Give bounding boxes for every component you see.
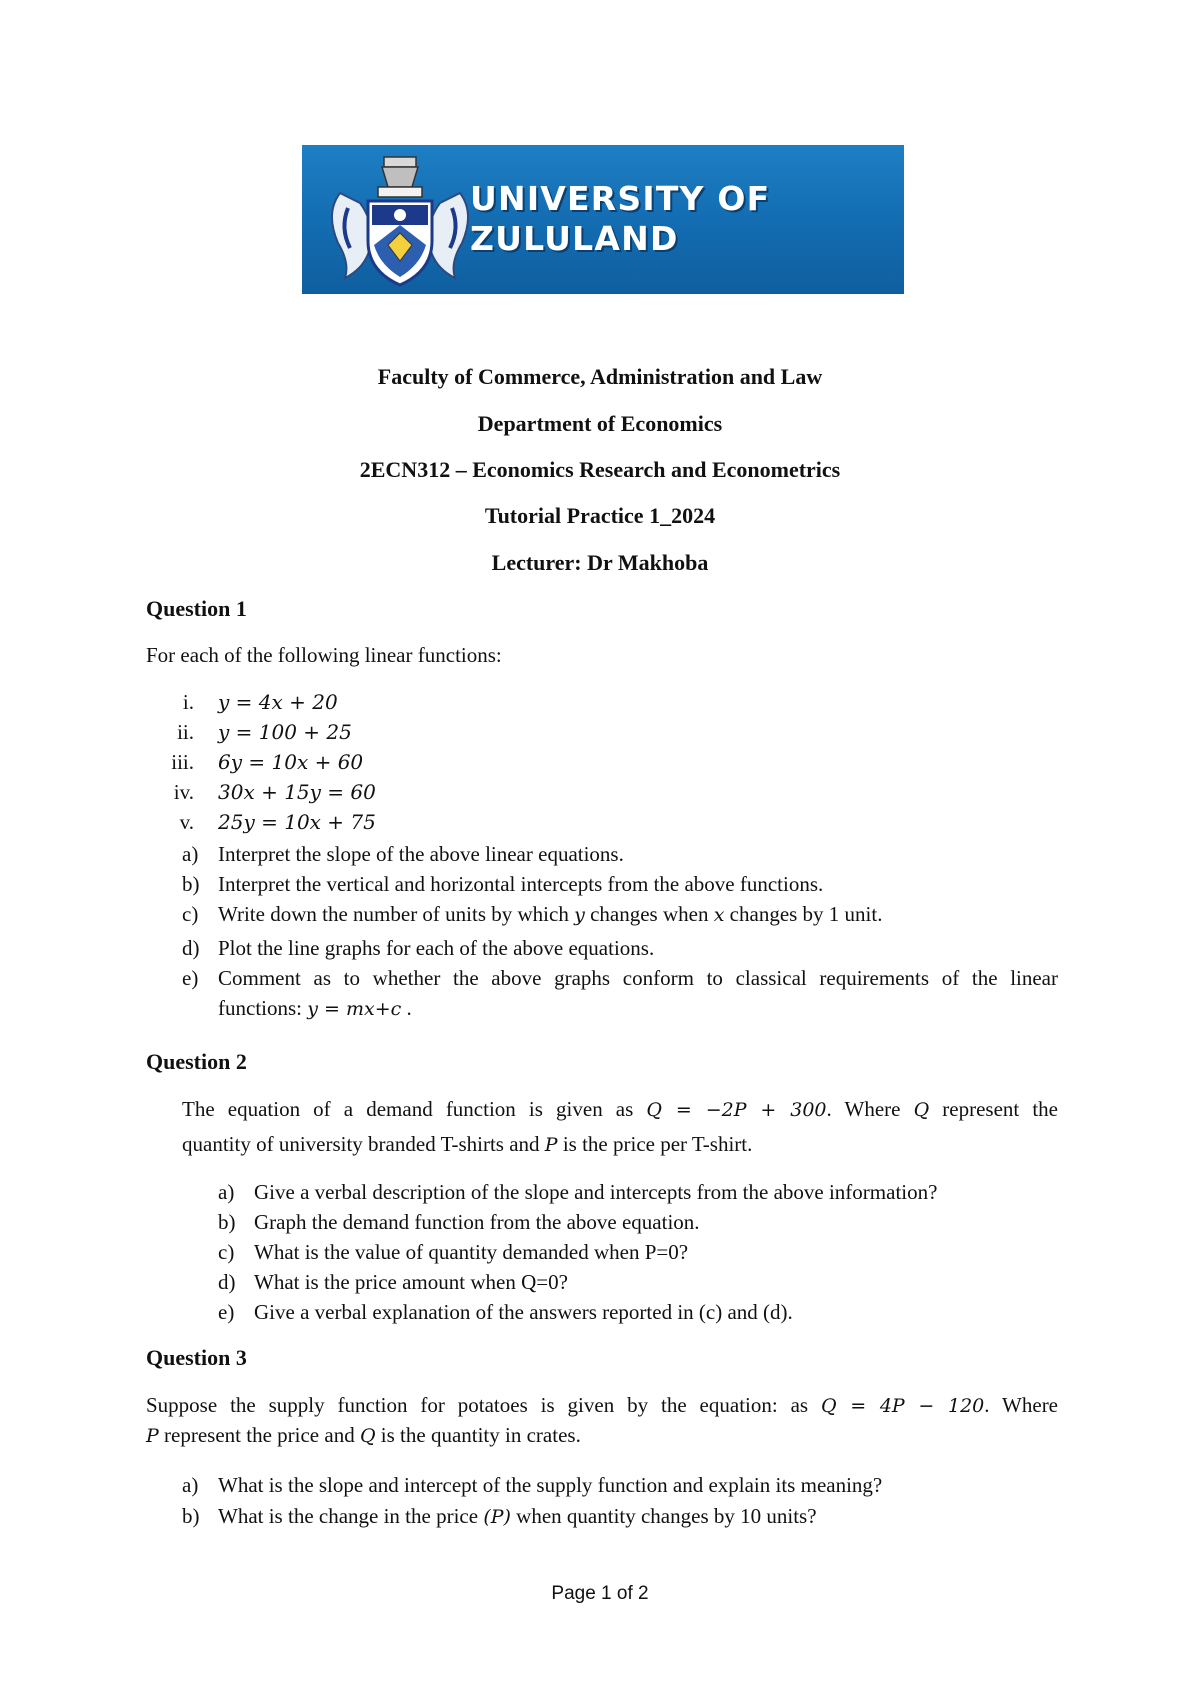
item-text: Give a verbal explanation of the answers reported in (c) and (d). bbox=[254, 1300, 793, 1324]
equation-text: 6y = 10x + 60 bbox=[218, 750, 364, 774]
university-logo-banner bbox=[302, 145, 904, 294]
math-var: (P) bbox=[483, 1506, 511, 1528]
text-run: represent the bbox=[929, 1097, 1058, 1121]
math-expression: Q = 4P − 120 bbox=[820, 1395, 985, 1417]
equation-number: iv. bbox=[173, 780, 194, 804]
item-label: c) bbox=[182, 902, 199, 926]
question-2-paragraph-line-2 bbox=[182, 1132, 752, 1157]
math-var: P bbox=[544, 1134, 558, 1156]
item-text: Interpret the slope of the above linear equations. bbox=[218, 842, 624, 866]
equation bbox=[218, 750, 363, 774]
text-run: quantity of university branded T-shirts and bbox=[182, 1132, 545, 1156]
math-expression: Q = −2P + 300 bbox=[646, 1099, 827, 1121]
item-text: What is the price amount when Q=0? bbox=[254, 1270, 568, 1294]
faculty-heading: Faculty of Commerce, Administration and Law bbox=[377, 364, 823, 389]
text-run: What is the change in the price bbox=[218, 1504, 484, 1528]
university-crest-icon bbox=[320, 153, 480, 289]
equation bbox=[218, 720, 352, 744]
question-1-title: Question 1 bbox=[146, 596, 247, 621]
tutorial-heading: Tutorial Practice 1_2024 bbox=[484, 503, 716, 528]
equation-number: i. bbox=[182, 690, 194, 714]
item-text bbox=[218, 1504, 817, 1529]
text-run: when quantity changes by 10 units? bbox=[510, 1504, 817, 1528]
item-label: b) bbox=[182, 872, 200, 896]
item-label: c) bbox=[218, 1240, 235, 1264]
item-label: e) bbox=[218, 1300, 235, 1324]
question-3-title: Question 3 bbox=[146, 1345, 247, 1370]
logo-text bbox=[470, 179, 770, 259]
item-text: Comment as to whether the above graphs conform to classical requirements of the linear bbox=[218, 966, 1058, 990]
math-var: Q bbox=[913, 1099, 930, 1121]
item-label: e) bbox=[182, 966, 199, 990]
math-var: y bbox=[574, 904, 585, 926]
equation-text: 25y = 10x + 75 bbox=[218, 810, 376, 834]
question-3-paragraph-line-1 bbox=[146, 1393, 1058, 1418]
text-run: is the quantity in crates. bbox=[375, 1423, 581, 1447]
equation-text: y = 4x + 20 bbox=[218, 690, 338, 714]
item-label: d) bbox=[218, 1270, 236, 1294]
equation bbox=[218, 690, 338, 714]
equation bbox=[218, 780, 376, 804]
item-label: b) bbox=[182, 1504, 200, 1528]
item-text-continued bbox=[218, 996, 412, 1021]
page-number-footer: Page 1 of 2 bbox=[551, 1583, 649, 1604]
item-label: a) bbox=[218, 1180, 235, 1204]
logo-line-1: UNIVERSITY OF bbox=[470, 179, 771, 218]
text-run: changes by 1 unit. bbox=[724, 902, 883, 926]
math-var: P bbox=[146, 1425, 159, 1447]
math-var: x bbox=[713, 904, 725, 926]
math-var: Q bbox=[359, 1425, 376, 1447]
math-expression: y = mx+c bbox=[307, 998, 402, 1020]
question-2-paragraph-line-1 bbox=[182, 1097, 1058, 1122]
equation-number: ii. bbox=[177, 720, 194, 744]
question-2-title: Question 2 bbox=[146, 1049, 247, 1074]
text-run: functions: bbox=[218, 996, 308, 1020]
equation-text: 30x + 15y = 60 bbox=[218, 780, 376, 804]
text-run: The equation of a demand function is given as bbox=[182, 1097, 647, 1121]
equation-number: v. bbox=[179, 810, 194, 834]
item-label: a) bbox=[182, 842, 199, 866]
text-run: . bbox=[401, 996, 412, 1020]
department-heading: Department of Economics bbox=[477, 411, 723, 436]
text-run: . Where bbox=[826, 1097, 914, 1121]
text-run: changes when bbox=[584, 902, 714, 926]
equation bbox=[218, 810, 376, 834]
item-label: a) bbox=[182, 1473, 199, 1497]
item-text: Graph the demand function from the above equation. bbox=[254, 1210, 700, 1234]
item-label: d) bbox=[182, 936, 200, 960]
item-text: What is the slope and intercept of the supply function and explain its meaning? bbox=[218, 1473, 883, 1497]
question-3-paragraph-line-2 bbox=[146, 1423, 581, 1448]
item-label: b) bbox=[218, 1210, 236, 1234]
lecturer-heading: Lecturer: Dr Makhoba bbox=[491, 550, 709, 575]
item-text bbox=[218, 902, 882, 927]
text-run: represent the price and bbox=[158, 1423, 360, 1447]
equation-number: iii. bbox=[171, 750, 194, 774]
item-text: Plot the line graphs for each of the above equations. bbox=[218, 936, 655, 960]
item-text: What is the value of quantity demanded when P=0? bbox=[254, 1240, 689, 1264]
text-run: is the price per T-shirt. bbox=[557, 1132, 753, 1156]
text-run: Suppose the supply function for potatoes is given by the equation: as bbox=[146, 1393, 821, 1417]
question-1-intro: For each of the following linear functions: bbox=[146, 643, 502, 667]
item-text: Interpret the vertical and horizontal intercepts from the above functions. bbox=[218, 872, 824, 896]
text-run: . Where bbox=[984, 1393, 1059, 1417]
equation-text: y = 100 + 25 bbox=[218, 720, 352, 744]
logo-line-2: ZULULAND bbox=[470, 219, 679, 258]
item-text: Give a verbal description of the slope and intercepts from the above information? bbox=[254, 1180, 938, 1204]
text-run: Write down the number of units by which bbox=[218, 902, 575, 926]
course-heading: 2ECN312 – Economics Research and Econometrics bbox=[359, 457, 841, 482]
